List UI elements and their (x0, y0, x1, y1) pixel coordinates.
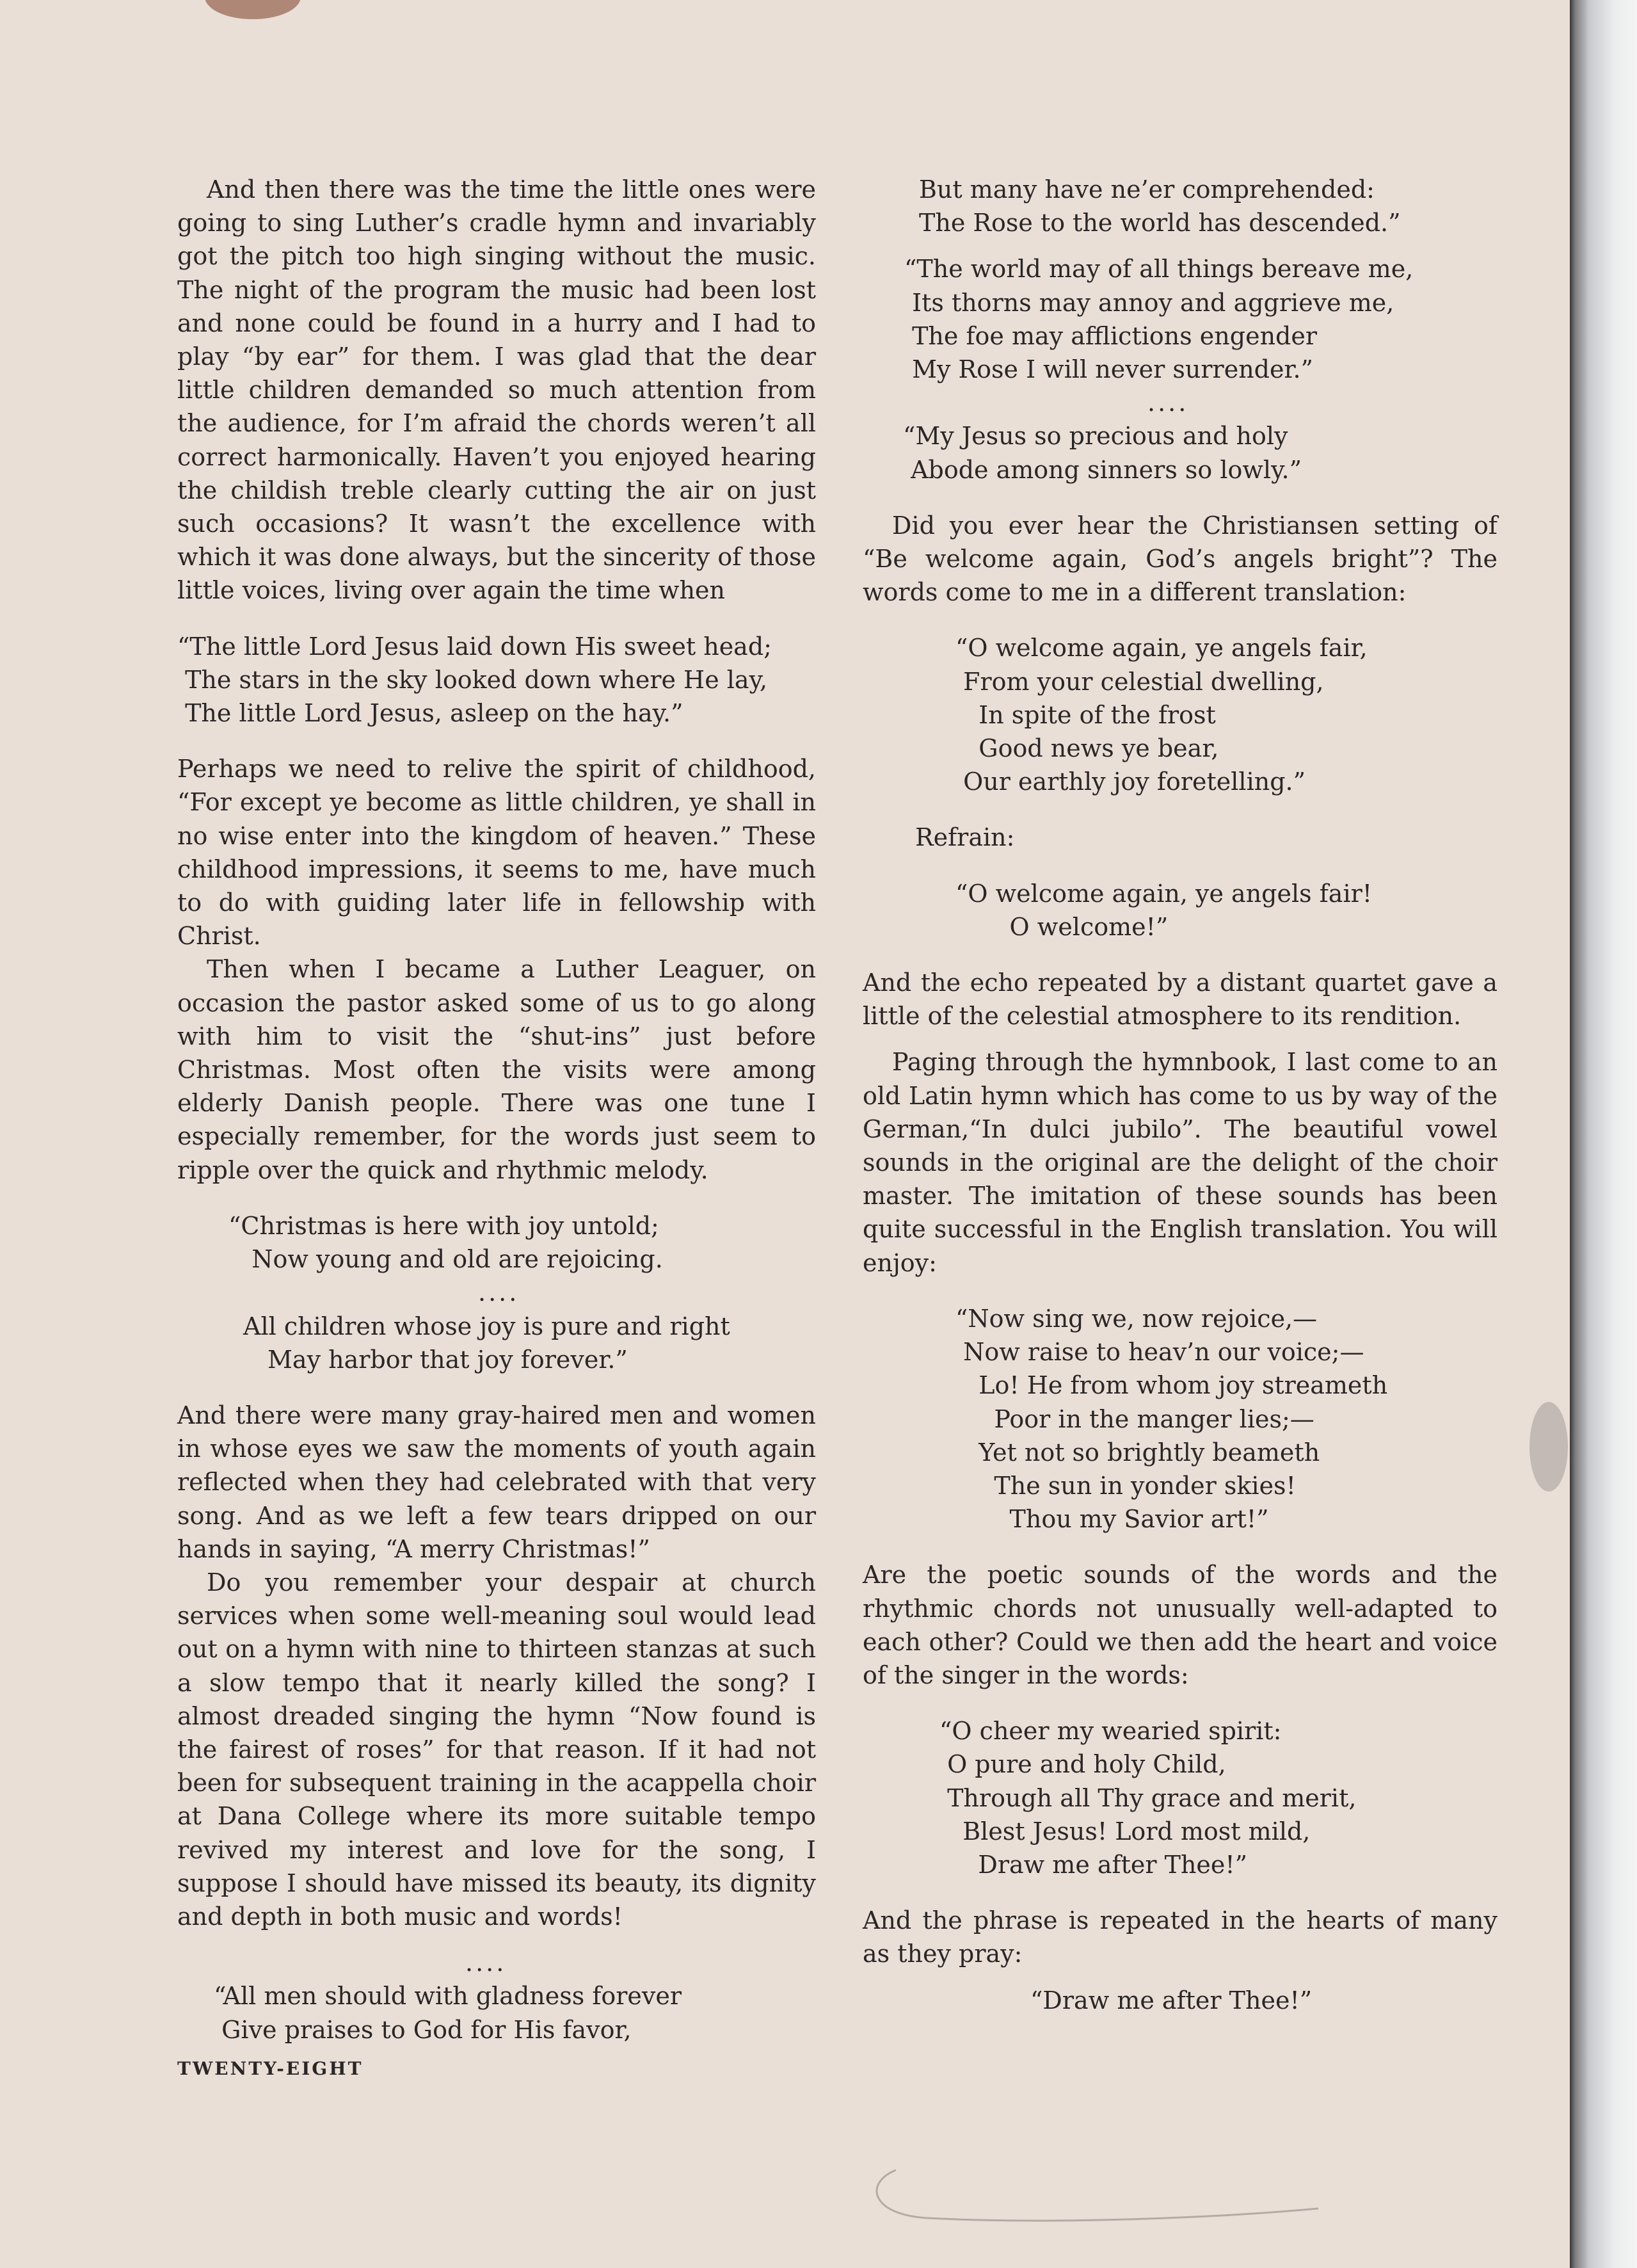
page-number: TWENTY-EIGHT (177, 2058, 363, 2079)
verse-block: “The little Lord Jesus laid down His sweet head; The stars in the sky looked down where He lay, The little Lord Jesus, asleep on the hay.” (177, 632, 772, 728)
verse-block: “All men should with gladness forever Give praises to God for His favor, (214, 1982, 682, 2044)
verse-block: “My Jesus so precious and holy Abode among sinners so lowly.” (903, 422, 1302, 484)
ellipsis-dots: .... (478, 1278, 520, 1307)
right-column (863, 173, 1497, 2017)
paragraph: And the echo repeated by a distant quartet gave a little of the celestial atmosphere to its rendition. (863, 969, 1497, 1031)
closing-line: “Draw me after Thee!” (1030, 1986, 1313, 2015)
pencil-mark (858, 2157, 1344, 2228)
paragraph: And there were many gray-haired men and women in whose eyes we saw the moments of youth again reflected when they had celebrated with that very song. And as we left a few tears dripped on our hands in saying, “A merry Christmas!” (177, 1401, 816, 1563)
left-column (177, 173, 816, 2047)
verse-block: But many have ne’er comprehended: The Rose to the world has descended.” (919, 175, 1401, 237)
verse-block: All children whose joy is pure and right May harbor that joy forever.” (243, 1312, 730, 1374)
paragraph: Are the poetic sounds of the words and the rhythmic chords not unusually well-adapted to each other? Could we then add the heart and voice of the singer in the words: (863, 1561, 1497, 1689)
verse-block: “O welcome again, ye angels fair! O welcome!” (955, 879, 1373, 941)
paragraph: Paging through the hymnbook, I last come to an old Latin hymn which has come to us by way of the German,“In dulci jubilo”. The beautiful vowel sounds in the original are the delight of the choir master. The imitation of these sounds has been quite successful in the English translation. You will enjoy: (863, 1048, 1497, 1277)
paper-smudge (1529, 1402, 1568, 1492)
refrain-label: Refrain: (915, 823, 1015, 852)
page-edge (1570, 0, 1637, 2268)
verse-block: “Christmas is here with joy untold; Now young and old are rejoicing. (228, 1211, 663, 1274)
paper-stain (205, 0, 301, 19)
paragraph: Perhaps we need to relive the spirit of childhood, “For except ye become as little children, ye shall in no wise enter into the kingdom of heaven.” These childhood impressions, it seems to me, have much to do with guiding later life in fellowship with Christ. (177, 755, 816, 951)
paragraph: Then when I became a Luther Leaguer, on occasion the pastor asked some of us to go along with him to visit the “shut-ins” just before Christmas. Most often the visits were among elderly Danish people. There was one tune I especially remember, for the words just seem to ripple over the quick and rhythmic melody. (177, 955, 816, 1184)
verse-block: “The world may of all things bereave me, Its thorns may annoy and aggrieve me, The foe may afflictions engender My Rose I will never surrender.” (904, 255, 1414, 384)
paragraph: And the phrase is repeated in the hearts of many as they pray: (863, 1906, 1497, 1968)
ellipsis-dots: .... (1147, 389, 1189, 417)
verse-block: “Now sing we, now rejoice,— Now raise to heav’n our voice;— Lo! He from whom joy streameth Poor in the manger lies;— Yet not so brightly beameth The sun in yonder skies! Thou my Savior art!” (955, 1304, 1388, 1534)
verse-block: “O welcome again, ye angels fair, From your celestial dwelling, In spite of the frost Good news ye bear, Our earthly joy foretelling.” (955, 634, 1368, 796)
paragraph: Did you ever hear the Christiansen setting of “Be welcome again, God’s angels bright”? The words come to me in a different translation: (863, 511, 1497, 607)
paragraph: Do you remember your despair at church services when some well-meaning soul would lead out on a hymn with nine to thirteen stanzas at such a slow tempo that it nearly killed the song? I almost dreaded singing the hymn “Now found is the fairest of roses” for that reason. If it had not been for subsequent training in the acappella choir at Dana College where its more suitable tempo revived my interest and love for the song, I suppose I should have missed its beauty, its dignity and depth in both music and words! (177, 1568, 816, 1931)
paragraph: And then there was the time the little ones were going to sing Luther’s cradle hymn and invariably got the pitch too high singing without the music. The night of the program the music had been lost and none could be found in a hurry and I had to play “by ear” for them. I was glad that the dear little children demanded so much attention from the audience, for I’m afraid the chords weren’t all correct harmonically. Haven’t you enjoyed hearing the childish treble clearly cutting the air on just such occasions? It wasn’t the excellence with which it was done always, but the sincerity of those little voices, living over again the time when (177, 175, 816, 605)
verse-block: “O cheer my wearied spirit: O pure and holy Child, Through all Thy grace and merit, Blest Jesus! Lord most mild, Draw me after Thee!” (939, 1717, 1357, 1879)
ellipsis-dots: .... (465, 1949, 507, 1977)
